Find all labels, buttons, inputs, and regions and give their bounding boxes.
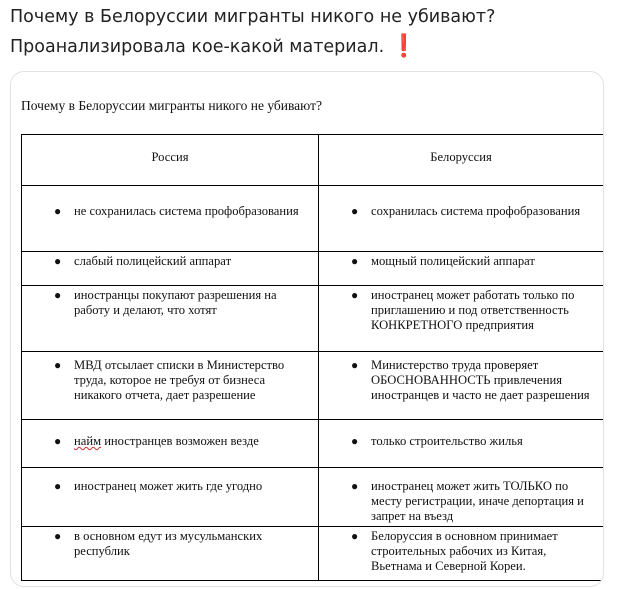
table-cell-russia: [22, 527, 319, 581]
table-cell-russia: [22, 420, 319, 468]
bullet-icon: ●: [351, 529, 359, 543]
cell-text: [74, 434, 312, 449]
cell-text: иностранец может жить ТОЛЬКО по месту регистрации, иначе депортация и запрет на въезд: [371, 479, 584, 523]
bullet-icon: ●: [351, 288, 359, 302]
table-cell-belarus: [319, 252, 604, 286]
table-cell-belarus: [319, 420, 604, 468]
cell-text: МВД отсылает списки в Министерство труда, которое не требуя от бизнеса никакого отчета, дает разрешение: [74, 358, 285, 402]
table-row: [22, 186, 604, 252]
table-cell-russia: [22, 352, 319, 420]
cell-text: мощный полицейский аппарат: [371, 254, 535, 268]
table-row: [22, 468, 604, 527]
comparison-table: [21, 134, 604, 581]
cell-text: иностранец может жить где угодно: [74, 479, 263, 493]
cell-text: сохранилась система профобразования: [371, 204, 581, 218]
column-header-belarus: Белоруссия: [319, 135, 604, 186]
bullet-icon: ●: [54, 358, 62, 372]
table-row: [22, 420, 604, 468]
exclamation-icon: ❗: [390, 34, 418, 59]
bullet-icon: ●: [54, 529, 62, 543]
table-row: [22, 527, 604, 581]
bullet-icon: ●: [351, 434, 359, 448]
cell-text: иностранец может работать только по приглашению и под ответственность КОНКРЕТНОГО предприятия: [371, 288, 575, 332]
table-cell-belarus: [319, 352, 604, 420]
table-cell-belarus: [319, 186, 604, 252]
cell-text: в основном едут из мусульманских республик: [74, 529, 263, 558]
post-text-line-1: Почему в Белоруссии мигранты никого не убивают?: [10, 7, 496, 27]
bullet-icon: ●: [54, 204, 62, 218]
cell-text: Министерство труда проверяет ОБОСНОВАННОСТЬ привлечения иностранцев и часто не дает разрешения: [371, 358, 590, 402]
cell-text: Белоруссия в основном принимает строительных рабочих из Китая, Вьетнама и Северной Кореи.: [371, 529, 558, 573]
table-row: [22, 352, 604, 420]
cell-text: только строительство жилья: [371, 434, 523, 448]
bullet-icon: ●: [54, 254, 62, 268]
table-cell-russia: [22, 186, 319, 252]
post-text-line-2-text: Проанализировала кое-какой материал.: [10, 37, 385, 57]
post-text-line-2: [10, 32, 610, 62]
bullet-icon: ●: [54, 479, 62, 493]
cell-text: слабый полицейский аппарат: [74, 254, 232, 268]
cell-text: не сохранилась система профобразования: [74, 204, 299, 218]
bullet-icon: ●: [54, 434, 62, 448]
column-header-russia: Россия: [22, 135, 319, 186]
table-row: [22, 286, 604, 352]
bullet-icon: ●: [351, 254, 359, 268]
document-title: Почему в Белоруссии мигранты никого не убивают?: [21, 98, 322, 113]
attached-image-card[interactable]: [10, 71, 604, 587]
bullet-icon: ●: [54, 288, 62, 302]
table-header-row: [22, 135, 604, 186]
cell-text-rest: иностранцев возможен везде: [101, 434, 259, 448]
bullet-icon: ●: [351, 204, 359, 218]
table-cell-russia: [22, 468, 319, 527]
bullet-icon: ●: [351, 358, 359, 372]
table-cell-belarus: [319, 468, 604, 527]
table-cell-belarus: [319, 286, 604, 352]
table-cell-belarus: [319, 527, 604, 581]
post-text: [10, 2, 610, 62]
table-cell-russia: [22, 286, 319, 352]
table-row: [22, 252, 604, 286]
table-cell-russia: [22, 252, 319, 286]
bullet-icon: ●: [351, 479, 359, 493]
cell-text: иностранцы покупают разрешения на работу и делают, что хотят: [74, 288, 277, 317]
misspelled-word: найм: [74, 434, 102, 448]
